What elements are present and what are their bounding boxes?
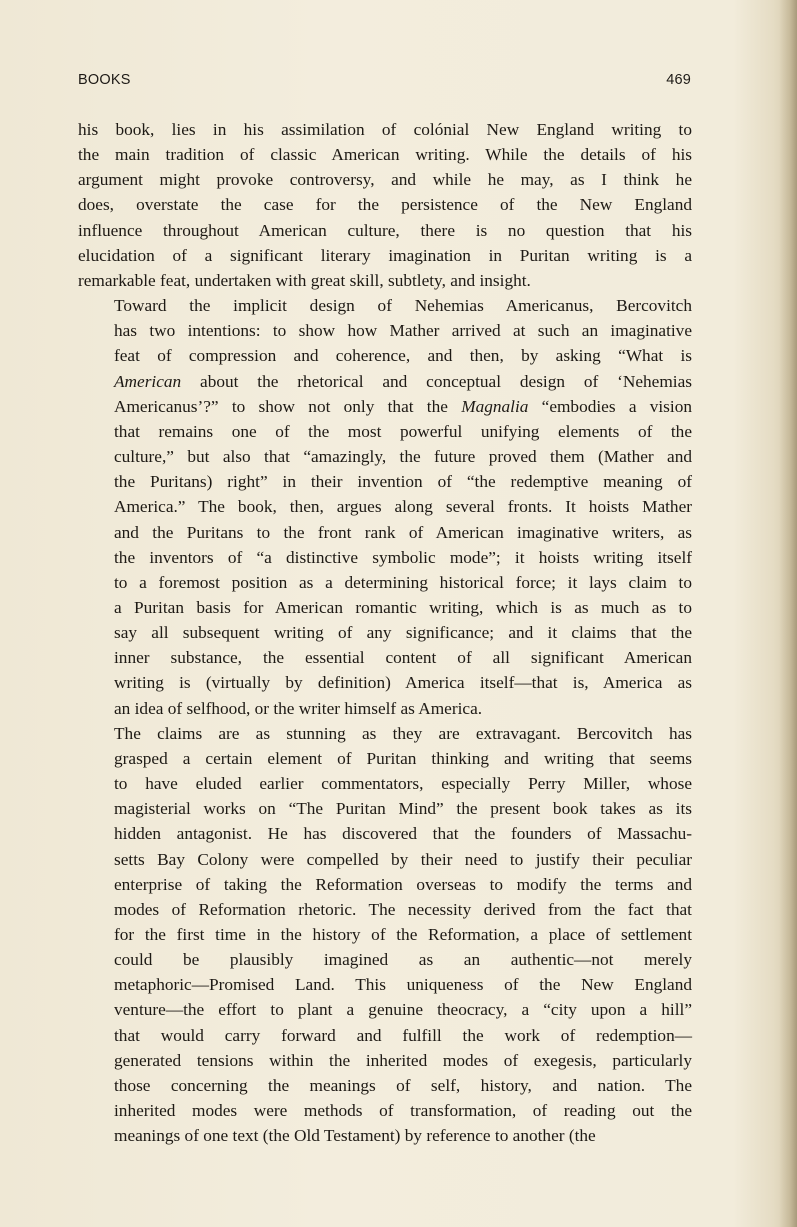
text-line: does, overstate the case for the persistence of the New England [78, 195, 692, 215]
text-line: the inventors of “a distinctive symbolic mode”; it hoists writing itself [114, 547, 692, 567]
text-line: American about the rhetorical and conceptual design of ‘Nehemias [114, 371, 692, 391]
text-line: The claims are as stunning as they are extravagant. Bercovitch has [114, 723, 692, 743]
text-line: feat of compression and coherence, and then, by asking “What is [114, 346, 692, 366]
text-line: could be plausibly imagined as an authentic—not merely [114, 950, 692, 970]
text-line: America.” The book, then, argues along several fronts. It hoists Mather [114, 497, 692, 517]
text-line: venture—the effort to plant a genuine theocracy, a “city upon a hill” [114, 1000, 692, 1020]
text-line: enterprise of taking the Reformation overseas to modify the terms and [114, 874, 692, 894]
paragraph [78, 293, 692, 721]
text-line: the main tradition of classic American writing. While the details of his [78, 145, 692, 165]
text-line: the Puritans) right” in their invention of “the redemptive meaning of [114, 472, 692, 492]
italic-title: Magnalia [461, 396, 529, 416]
text-line: grasped a certain element of Puritan thinking and writing that seems [114, 748, 692, 768]
page-number: 469 [666, 72, 691, 88]
text-line: hidden antagonist. He has discovered that the founders of Massachu- [114, 824, 692, 844]
text-line: to have eluded earlier commentators, especially Perry Miller, whose [114, 774, 692, 794]
text-line: for the first time in the history of the Reformation, a place of settlement [114, 925, 692, 944]
text-line: an idea of selfhood, or the writer himself as America. [114, 698, 483, 718]
text-line: metaphoric—Promised Land. This uniqueness of the New England [114, 975, 692, 995]
text-line: to a foremost position as a determining historical force; it lays claim to [114, 572, 692, 592]
paragraph [78, 721, 692, 1149]
text-line: say all subsequent writing of any significance; and it claims that the [114, 623, 692, 643]
text-line: writing is (virtually by definition) America itself—that is, America as [114, 673, 692, 693]
section-title: BOOKS [78, 72, 131, 88]
text-line: remarkable feat, undertaken with great skill, subtlety, and insight. [78, 270, 531, 290]
page-binding-shadow [779, 0, 797, 1227]
text-line: argument might provoke controversy, and while he may, as I think he [78, 170, 692, 190]
text-line: Toward the implicit design of Nehemias Americanus, Bercovitch [114, 296, 692, 316]
text-line: modes of Reformation rhetoric. The necessity derived from the fact that [114, 899, 692, 919]
text-line: that remains one of the most powerful unifying elements of the [114, 421, 692, 441]
text-line: those concerning the meanings of self, history, and nation. The [114, 1075, 692, 1095]
text-line: Americanus’?” to show not only that the Magnalia “embodies a vision [114, 396, 692, 416]
text-line: culture,” but also that “amazingly, the future proved them (Mather and [114, 447, 692, 467]
text-line: his book, lies in his assimilation of colónial New England writing to [78, 120, 692, 139]
italic-title: American [114, 371, 182, 391]
text-line: a Puritan basis for American romantic writing, which is as much as to [114, 597, 692, 617]
text-line: setts Bay Colony were compelled by their need to justify their peculiar [114, 849, 692, 869]
text-line: inner substance, the essential content of all significant American [114, 648, 692, 668]
text-line: has two intentions: to show how Mather arrived at such an imaginative [114, 321, 692, 341]
text-line: influence throughout American culture, there is no question that his [78, 220, 692, 240]
text-line: inherited modes were methods of transformation, of reading out the [114, 1101, 692, 1121]
text-line: magisterial works on “The Puritan Mind” the present book takes as its [114, 799, 692, 819]
paragraph [78, 117, 692, 293]
body-text [78, 117, 692, 1148]
text-line: that would carry forward and fulfill the work of redemption— [114, 1025, 692, 1045]
text-line: generated tensions within the inherited modes of exegesis, particularly [114, 1050, 692, 1070]
text-line: elucidation of a significant literary imagination in Puritan writing is a [78, 245, 692, 265]
text-line: and the Puritans to the front rank of American imaginative writers, as [114, 522, 692, 542]
text-line: meanings of one text (the Old Testament) by reference to another (the [114, 1126, 596, 1146]
running-head [78, 72, 691, 96]
